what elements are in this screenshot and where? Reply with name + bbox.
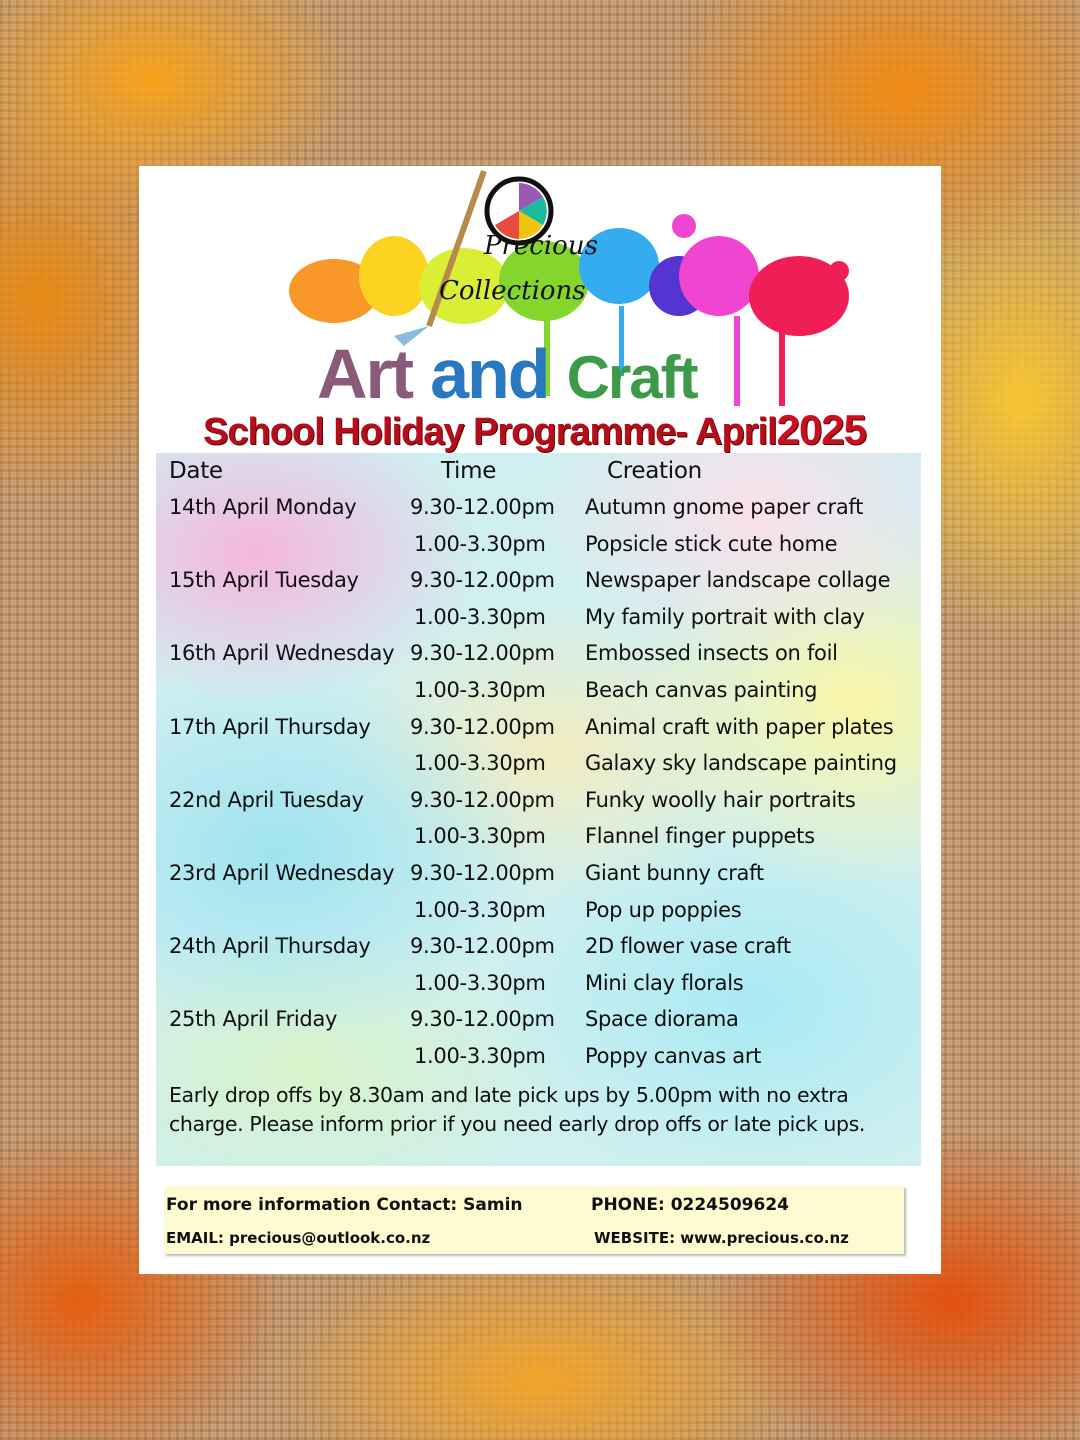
programme-subtitle (203, 406, 866, 454)
schedule-time: 9.30-12.00pm (410, 568, 555, 593)
schedule-time: 1.00-3.30pm (414, 1044, 546, 1068)
art-and-craft-title (317, 334, 715, 414)
schedule-creation: Animal craft with paper plates (585, 714, 894, 739)
schedule-creation: Pop up poppies (585, 897, 742, 922)
schedule-table (156, 453, 921, 1166)
schedule-time: 1.00-3.30pm (414, 604, 546, 629)
schedule-creation: Giant bunny craft (585, 861, 764, 885)
contact-phone: PHONE: 0224509624 (591, 1195, 789, 1215)
schedule-time: 1.00-3.30pm (414, 678, 546, 702)
schedule-time: 9.30-12.00pm (410, 861, 555, 885)
contact-box (164, 1186, 904, 1254)
header-creation: Creation (607, 458, 702, 484)
schedule-creation: Newspaper landscape collage (585, 568, 891, 593)
schedule-date: 15th April Tuesday (169, 568, 359, 593)
schedule-date: 23rd April Wednesday (169, 861, 395, 885)
schedule-time: 9.30-12.00pm (410, 714, 555, 739)
schedule-date: 16th April Wednesday (169, 641, 395, 666)
schedule-creation: Autumn gnome paper craft (585, 495, 864, 519)
schedule-creation: Embossed insects on foil (585, 641, 838, 666)
schedule-date: 14th April Monday (169, 495, 357, 519)
schedule-creation: 2D flower vase craft (585, 934, 791, 959)
title-art: Art (317, 335, 413, 413)
subtitle-year: 2025 (776, 406, 867, 453)
schedule-time: 9.30-12.00pm (410, 641, 555, 666)
title-craft: Craft (566, 344, 697, 411)
schedule-time: 1.00-3.30pm (414, 897, 546, 922)
contact-website[interactable]: WEBSITE: www.precious.co.nz (594, 1229, 849, 1247)
schedule-date: 22nd April Tuesday (169, 787, 364, 812)
svg-text:Collections: Collections (439, 276, 586, 306)
contact-email[interactable]: EMAIL: precious@outlook.co.nz (166, 1229, 431, 1247)
schedule-creation: Mini clay florals (585, 970, 744, 995)
schedule-time: 1.00-3.30pm (414, 970, 546, 995)
schedule-creation: Poppy canvas art (585, 1044, 762, 1068)
schedule-creation: Flannel finger puppets (585, 824, 815, 849)
drop-off-note: Early drop offs by 8.30am and late pick ups by 5.00pm with no extra charge. Please inform prior if you need early drop offs or late pick ups. (169, 1083, 866, 1136)
title-and: and (430, 335, 549, 413)
schedule-time: 1.00-3.30pm (414, 531, 546, 556)
schedule-creation: Beach canvas painting (585, 678, 818, 702)
schedule-time: 9.30-12.00pm (410, 495, 555, 519)
contact-info: For more information Contact: Samin (166, 1195, 523, 1215)
schedule-time: 9.30-12.00pm (410, 1007, 555, 1032)
svg-text:Precious: Precious (484, 231, 598, 261)
flyer (139, 166, 941, 1274)
schedule-creation: My family portrait with clay (585, 604, 865, 629)
schedule-creation: Popsicle stick cute home (585, 531, 838, 556)
subtitle-text: School Holiday Programme- April (203, 411, 777, 453)
schedule-creation: Space diorama (585, 1007, 739, 1032)
schedule-creation: Funky woolly hair portraits (585, 787, 856, 812)
header-time: Time (441, 458, 497, 484)
schedule-time: 9.30-12.00pm (410, 934, 555, 959)
schedule-time: 1.00-3.30pm (414, 824, 546, 849)
header-date: Date (169, 458, 223, 484)
schedule-time: 1.00-3.30pm (414, 751, 546, 776)
schedule-date: 24th April Thursday (169, 934, 371, 959)
schedule-creation: Galaxy sky landscape painting (585, 751, 897, 776)
schedule-date: 25th April Friday (169, 1007, 338, 1032)
schedule-date: 17th April Thursday (169, 714, 371, 739)
schedule-time: 9.30-12.00pm (410, 787, 555, 812)
